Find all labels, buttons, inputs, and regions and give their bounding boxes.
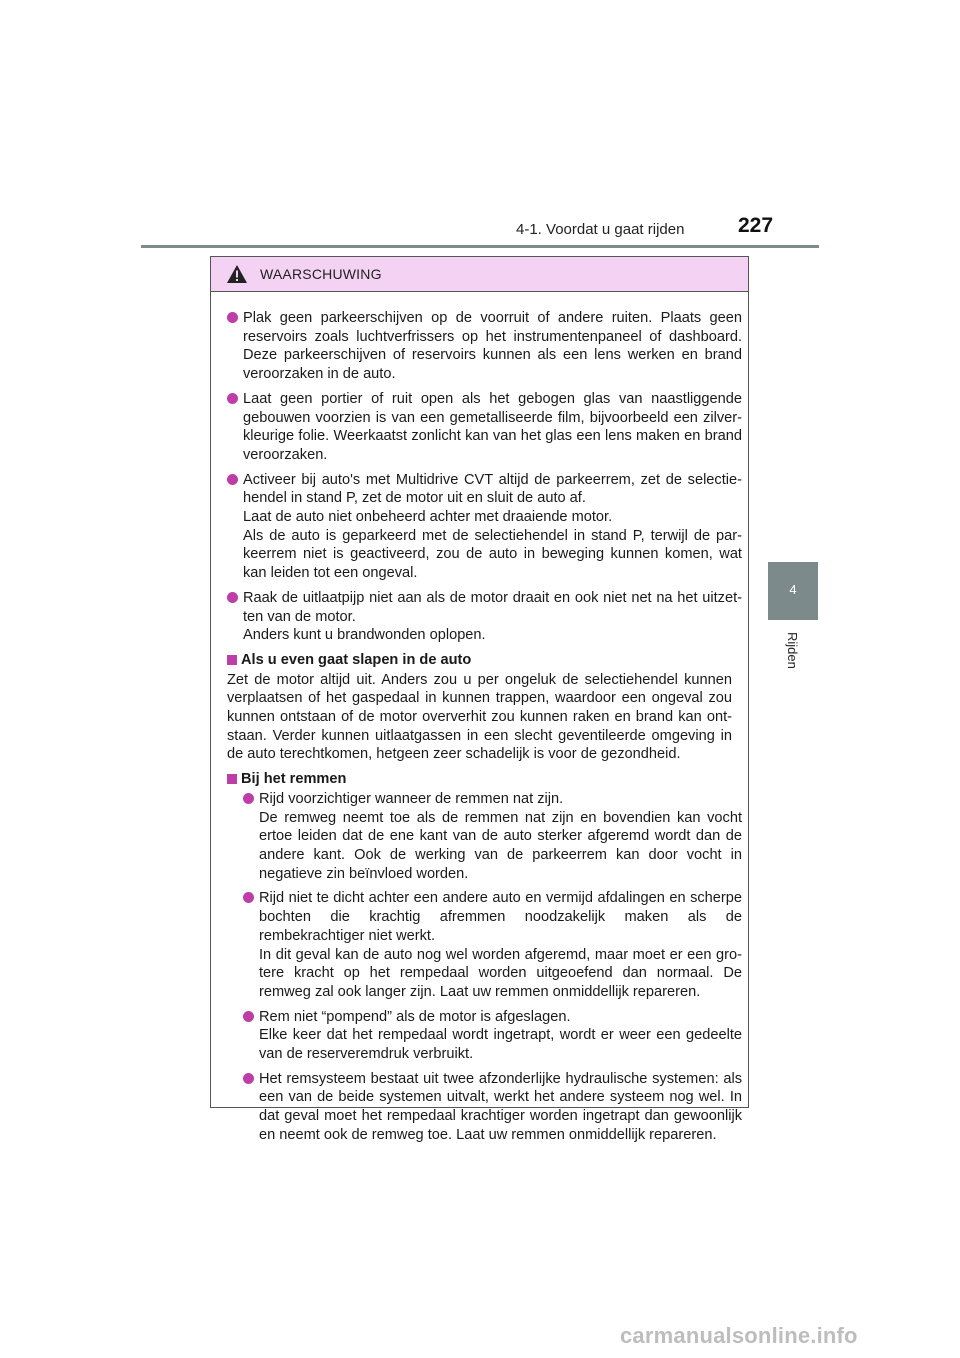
warning-list-item: [227, 390, 742, 465]
warning-list-item: [227, 471, 742, 583]
section-heading-text: Bij het remmen: [241, 771, 347, 788]
square-bullet-icon: [227, 655, 237, 665]
item-paragraph: Rijd voorzichtiger wanneer de remmen nat zijn.: [259, 790, 564, 807]
section-heading-text: Als u even gaat slapen in de auto: [241, 651, 472, 668]
warning-section: [227, 770, 742, 1144]
section-header: 4-1. Voordat u gaat rijden: [516, 221, 685, 238]
bullet-dot-icon: [227, 592, 238, 603]
chapter-number: 4: [789, 582, 797, 597]
warning-list-item: [243, 790, 742, 884]
item-paragraph: Activeer bij auto's met Multidrive CVT altijd de parkeerrem, zet de selectie-hendel in stand P, zet de motor uit en sluit de auto af.: [243, 471, 742, 507]
item-paragraph: Als de auto is geparkeerd met de selectiehendel in stand P, terwijl de par-keerrem niet is geactiveerd, zou de auto in beweging kunnen komen, wat kan leiden tot een ongeval.: [243, 527, 742, 582]
bullet-dot-icon: [227, 312, 238, 323]
chapter-tab: [768, 562, 818, 620]
warning-list-item: [243, 1070, 742, 1145]
item-paragraph: Laat de auto niet onbeheerd achter met draaiende motor.: [243, 509, 613, 526]
item-paragraph: Laat geen portier of ruit open als het gebogen glas van naastliggende gebouwen voorzien is van een gemetalliseerde film, bijvoorbeeld een zilver-kleurige folie. Weerkaatst zonlicht kan van het glas een lens maken en brand veroorzaken.: [243, 390, 742, 463]
item-paragraph: Het remsysteem bestaat uit twee afzonderlijke hydraulische systemen: als een van de beide systemen uitvalt, werkt het andere systeem nog wel. In dat geval moet het rempedaal krachtiger worden ingetrapt dan gewoonlijk en neemt ook de remweg toe. Laat uw remmen onmiddellijk repareren.: [259, 1070, 742, 1143]
section-heading: [227, 651, 742, 670]
bullet-dot-icon: [243, 892, 254, 903]
warning-list-item: [243, 1008, 742, 1064]
bullet-dot-icon: [243, 1073, 254, 1084]
bullet-dot-icon: [227, 393, 238, 404]
warning-section: [227, 651, 742, 764]
warning-title: WAARSCHUWING: [260, 266, 382, 282]
watermark: carmanualsonline.info: [620, 1323, 858, 1348]
page-number: 227: [738, 214, 774, 237]
warning-list-item: [227, 309, 742, 384]
item-paragraph: De remweg neemt toe als de remmen nat zijn en bovendien kan vocht ertoe leiden dat de ene kant van de auto sterker afgeremd wordt dan de andere kant. Ook de werking van de parkeerrem kan door vocht in negatieve zin beïnvloed worden.: [259, 809, 742, 882]
item-paragraph: In dit geval kan de auto nog wel worden afgeremd, maar moet er een gro-tere kracht op het rempedaal worden uitgeoefend dan normaal. De remweg zal ook langer zijn. Laat uw remmen onmiddellijk repareren.: [259, 946, 742, 1000]
item-paragraph: Anders kunt u brandwonden oplopen.: [243, 627, 486, 644]
square-bullet-icon: [227, 774, 237, 784]
section-heading: [227, 770, 742, 789]
header-rule: [141, 245, 819, 248]
bullet-dot-icon: [243, 793, 254, 804]
warning-triangle-icon: [226, 264, 248, 284]
warning-body: [211, 292, 748, 1145]
warning-header: [211, 257, 748, 292]
item-paragraph: Plak geen parkeerschijven op de voorruit of andere ruiten. Plaats geen reservoirs zoals luchtverfrissers op het instrumentenpaneel of dashboard. Deze parkeerschijven of reservoirs kunnen als een lens werken en brand veroorzaken in de auto.: [243, 310, 742, 383]
item-paragraph: Elke keer dat het rempedaal wordt ingetrapt, wordt er weer een gedeelte van de reserveremdruk verbruikt.: [259, 1027, 742, 1063]
section-body: [227, 671, 742, 765]
bullet-dot-icon: [227, 474, 238, 485]
item-paragraph: Raak de uitlaatpijp niet aan als de motor draait en ook niet net na het uitzet-ten van de motor.: [243, 589, 742, 625]
warning-list-item: [227, 589, 742, 645]
warning-list-item: [243, 889, 742, 1001]
item-paragraph: Rijd niet te dicht achter een andere auto en vermijd afdalingen en scherpe bochten die krachtig afremmen noodzakelijk maken als de rembekrachtiger niet werkt.: [259, 890, 742, 944]
bullet-dot-icon: [243, 1011, 254, 1022]
item-paragraph: Rem niet “pompend” als de motor is afgeslagen.: [259, 1008, 571, 1025]
section-paragraph: Zet de motor altijd uit. Anders zou u per ongeluk de selectiehendel kunnen verplaatsen of het gaspedaal in kunnen trappen, waardoor een ongeval zou kunnen ontstaan of de motor oververhit zou kunnen raken en brand kan ont-staan. Verder kunnen uitlaatgassen in een slecht geventileerde omgeving in de auto terechtkomen, hetgeen zeer schadelijk is voor de gezondheid.: [227, 671, 732, 763]
warning-box: [210, 256, 749, 1143]
chapter-label: Rijden: [785, 632, 800, 669]
